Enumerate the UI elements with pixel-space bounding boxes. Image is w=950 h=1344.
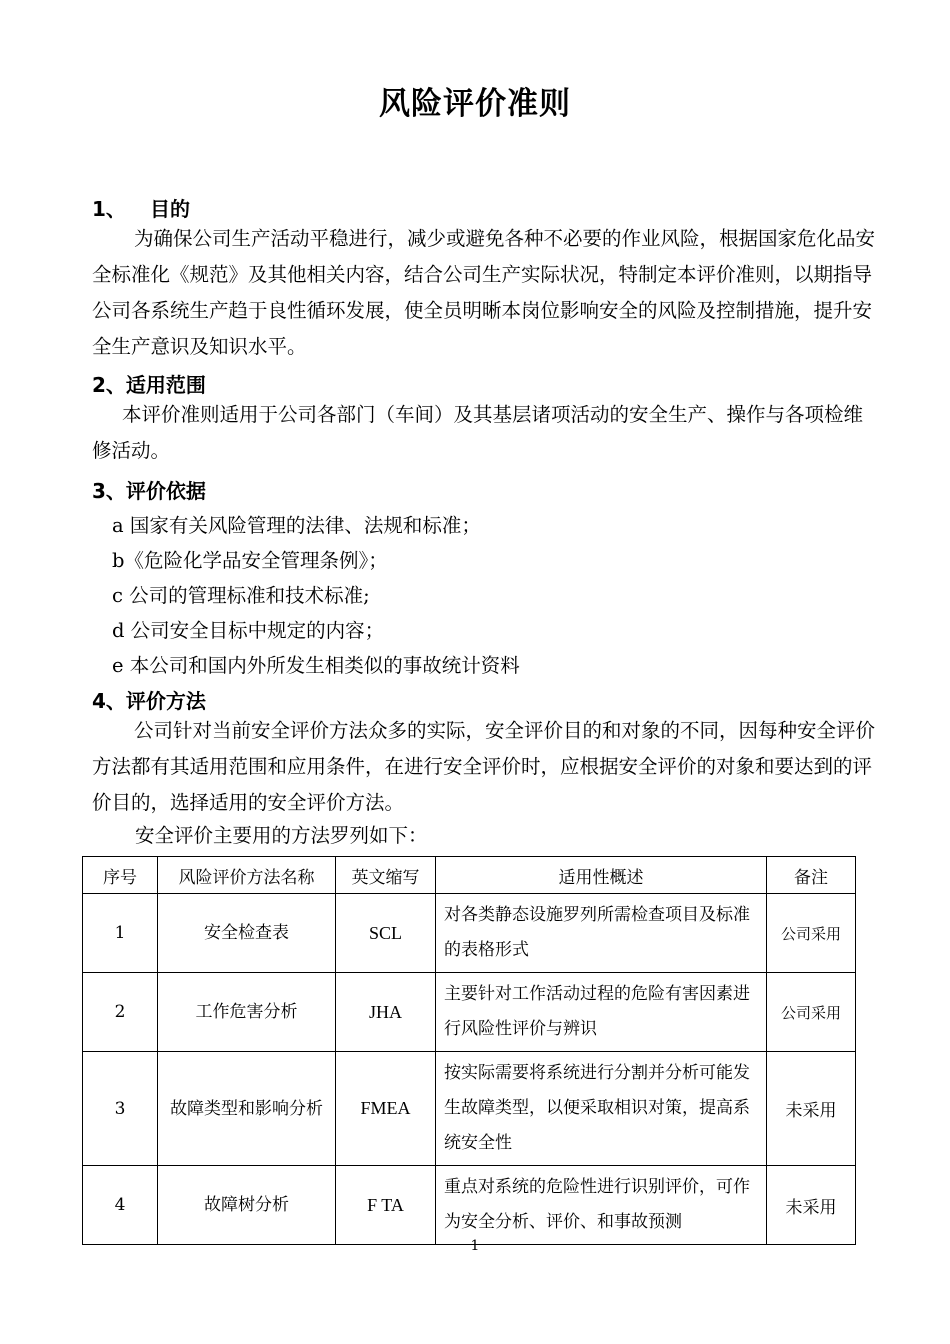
table-row [83,894,856,973]
row-no: 4 [83,1166,158,1245]
basis-item-a: a 国家有关风险管理的法律、法规和标准； [112,514,481,537]
row-note: 未采用 [767,1166,856,1245]
row-desc: 按实际需要将系统进行分割并分析可能发生故障类型，以便采取相识对策，提高系统安全性 [436,1052,767,1166]
section-title: 目的 [150,197,190,221]
section-title: 评价方法 [125,689,206,713]
row-desc: 主要针对工作活动过程的危险有害因素进行风险性评价与辨识 [436,973,767,1052]
methods-table [82,856,856,1245]
header-note: 备注 [767,857,856,894]
row-note: 未采用 [767,1052,856,1166]
row-desc: 重点对系统的危险性进行识别评价，可作为安全分析、评价、和事故预测 [436,1166,767,1245]
row-desc: 对各类静态设施罗列所需检查项目及标准的表格形式 [436,894,767,973]
section-1-heading [92,193,190,222]
row-abbr: JHA [336,973,436,1052]
section-2-paragraph [92,397,877,469]
paragraph-text: 本评价准则适用于公司各部门（车间）及其基层诸项活动的安全生产、操作与各项检维修活动。 [92,403,864,462]
section-number: 4、 [92,689,126,713]
section-title: 评价依据 [125,479,206,503]
table-row [83,1052,856,1166]
row-abbr: FMEA [336,1052,436,1166]
row-name: 故障树分析 [158,1166,336,1245]
row-no: 3 [83,1052,158,1166]
row-no: 2 [83,973,158,1052]
header-name: 风险评价方法名称 [158,857,336,894]
row-name: 故障类型和影响分析 [158,1052,336,1166]
table-row [83,1166,856,1245]
section-number: 1、 [92,197,126,221]
section-4-heading [92,685,206,714]
section-title: 适用范围 [125,373,206,397]
section-number: 2、 [92,373,126,397]
page-number: 1 [470,1238,480,1254]
paragraph-text: 公司针对当前安全评价方法众多的实际，安全评价目的和对象的不同，因每种安全评价方法都有其适用范围和应用条件，在进行安全评价时，应根据安全评价的对象和要达到的评价目的，选择适用的安全评价方法。 [92,719,876,814]
section-1-paragraph [92,221,877,365]
header-abbr: 英文缩写 [336,857,436,894]
basis-item-b: b《危险化学品安全管理条例》； [112,549,388,572]
header-no: 序号 [83,857,158,894]
paragraph-text: 为确保公司生产活动平稳进行，减少或避免各种不必要的作业风险，根据国家危化品安全标准化《规范》及其他相关内容，结合公司生产实际状况，特制定本评价准则，以期指导公司各系统生产趋于良性循环发展，使全员明晰本岗位影响安全的风险及控制措施，提升安全生产意识及知识水平。 [92,227,876,358]
basis-item-d: d 公司安全目标中规定的内容； [112,619,385,642]
section-4-paragraph [92,713,877,821]
row-abbr: F TA [336,1166,436,1245]
row-abbr: SCL [336,894,436,973]
basis-item-c: c 公司的管理标准和技术标准; [112,584,370,607]
row-no: 1 [83,894,158,973]
row-note: 公司采用 [767,973,856,1052]
row-note: 公司采用 [767,894,856,973]
header-desc: 适用性概述 [436,857,767,894]
row-name: 工作危害分析 [158,973,336,1052]
basis-item-e: e 本公司和国内外所发生相类似的事故统计资料 [112,654,520,677]
table-header-row [83,857,856,894]
methods-intro: 安全评价主要用的方法罗列如下： [135,824,428,847]
section-3-heading [92,475,206,504]
document-title: 风险评价准则 [379,86,571,122]
section-2-heading [92,369,206,398]
table-row [83,973,856,1052]
row-name: 安全检查表 [158,894,336,973]
section-number: 3、 [92,479,126,503]
